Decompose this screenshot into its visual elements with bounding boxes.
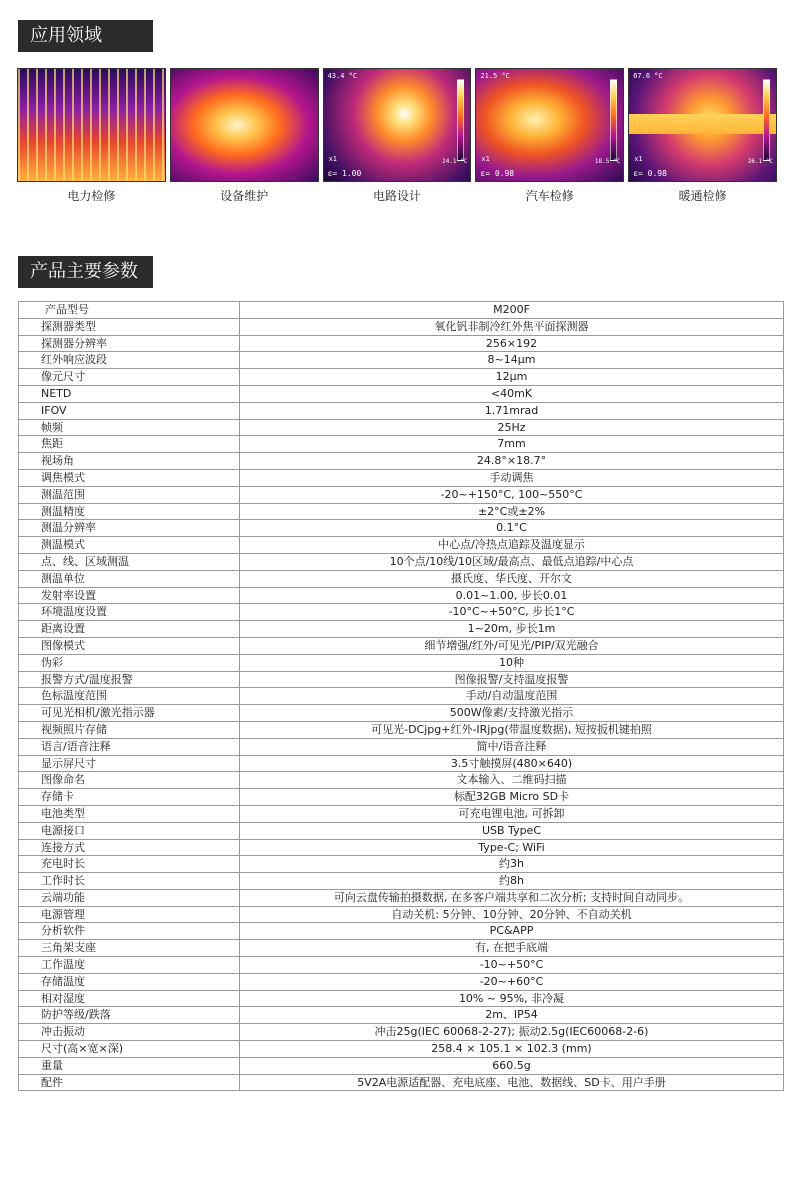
min-temp-readout: 24.1 °C [442,158,468,165]
color-scale-bar [457,79,464,161]
zoom-readout: x1 [328,155,338,163]
spec-value: 自动关机: 5分钟、10分钟、20分钟、不自动关机 [240,906,784,923]
spec-key: 测温范围 [19,486,240,503]
table-row [19,889,784,906]
table-row [19,738,784,755]
spec-key: 产品型号 [19,302,240,319]
spec-key: 图像命名 [19,772,240,789]
spec-value: 可见光-DCjpg+红外-IRjpg(带温度数据), 短按扳机键拍照 [240,721,784,738]
table-row [19,302,784,319]
spec-value: 中心点/冷热点追踪及温度显示 [240,537,784,554]
applications-section-title: 应用领域 [18,20,153,52]
table-row [19,973,784,990]
spec-value: 8~14μm [240,352,784,369]
table-row [19,940,784,957]
max-temp-readout: 67.6 °C [633,72,663,80]
spec-value: 12μm [240,369,784,386]
table-row [19,419,784,436]
spec-value: Type-C; WiFi [240,839,784,856]
thermal-image-automotive [475,68,624,182]
spec-key: 环境温度设置 [19,604,240,621]
emissivity-readout: ε= 0.98 [480,169,515,178]
thermal-image-hvac [628,68,777,182]
color-scale-bar [763,79,770,161]
spec-value: 可向云盘传输拍摄数据, 在多客户端共享和二次分析; 支持时间自动同步。 [240,889,784,906]
table-row [19,537,784,554]
spec-value: 简中/语音注释 [240,738,784,755]
spec-key: 存储温度 [19,973,240,990]
table-row [19,688,784,705]
gallery-captions [17,187,777,204]
spec-key: 工作温度 [19,957,240,974]
caption-equipment: 设备维护 [220,189,269,203]
spec-value: 24.8°×18.7° [240,453,784,470]
spec-value: 约3h [240,856,784,873]
caption-power: 电力检修 [67,189,116,203]
thermal-image-circuit [323,68,472,182]
spec-value: ±2°C或±2% [240,503,784,520]
spec-key: 测温单位 [19,570,240,587]
spec-value: 7mm [240,436,784,453]
table-row [19,990,784,1007]
spec-value: 258.4 × 105.1 × 102.3 (mm) [240,1041,784,1058]
spec-key: 三角架支座 [19,940,240,957]
spec-key: 配件 [19,1074,240,1091]
table-row [19,385,784,402]
table-row [19,1041,784,1058]
spec-key: 分析软件 [19,923,240,940]
caption-circuit: 电路设计 [372,189,421,203]
spec-value: 摄氏度、华氏度、开尔文 [240,570,784,587]
spec-key: 图像模式 [19,637,240,654]
spec-key: 电池类型 [19,805,240,822]
application-gallery [17,68,777,182]
spec-table [18,301,784,1091]
table-row [19,957,784,974]
spec-key: 语言/语音注释 [19,738,240,755]
thermal-image-power [17,68,166,182]
table-row [19,873,784,890]
min-temp-readout: 18.5 °C [594,158,621,165]
spec-value: 10种 [240,654,784,671]
table-row [19,604,784,621]
spec-value: 图像报警/支持温度报警 [240,671,784,688]
spec-value: 约8h [240,873,784,890]
table-row [19,906,784,923]
table-row [19,335,784,352]
spec-key: 存储卡 [19,789,240,806]
table-row [19,453,784,470]
min-temp-readout: 26.1 °C [747,158,773,165]
spec-key: 点、线、区域测温 [19,553,240,570]
table-row [19,789,784,806]
spec-key: NETD [19,385,240,402]
spec-value: 500W像素/支持激光指示 [240,705,784,722]
table-row [19,621,784,638]
spec-key: 相对湿度 [19,990,240,1007]
spec-value: 5V2A电源适配器、充电底座、电池、数据线、SD卡、用户手册 [240,1074,784,1091]
spec-key: 探测器类型 [19,318,240,335]
spec-key: 视频照片存储 [19,721,240,738]
spec-key: 发射率设置 [19,587,240,604]
spec-value: 可充电锂电池, 可拆卸 [240,805,784,822]
table-row [19,839,784,856]
table-row [19,654,784,671]
spec-key: 电源接口 [19,822,240,839]
spec-key: 焦距 [19,436,240,453]
table-row [19,352,784,369]
spec-value: 0.1°C [240,520,784,537]
table-row [19,369,784,386]
table-row [19,637,784,654]
spec-key: 色标温度范围 [19,688,240,705]
spec-key: 连接方式 [19,839,240,856]
spec-key: 可见光相机/激光指示器 [19,705,240,722]
spec-value: 有, 在把手底端 [240,940,784,957]
spec-key: 电源管理 [19,906,240,923]
table-row [19,1007,784,1024]
spec-value: 手动调焦 [240,469,784,486]
spec-key: 帧频 [19,419,240,436]
caption-automotive: 汽车检修 [525,189,574,203]
caption-hvac: 暖通检修 [678,189,727,203]
table-row [19,772,784,789]
zoom-readout: x1 [634,155,643,163]
table-row [19,553,784,570]
spec-key: IFOV [19,402,240,419]
table-row [19,486,784,503]
spec-value: 0.01~1.00, 步长0.01 [240,587,784,604]
table-row [19,923,784,940]
spec-key: 距离设置 [19,621,240,638]
spec-key: 像元尺寸 [19,369,240,386]
spec-value: USB TypeC [240,822,784,839]
table-row [19,570,784,587]
params-section-title: 产品主要参数 [18,256,153,288]
spec-key: 报警方式/温度报警 [19,671,240,688]
spec-key: 充电时长 [19,856,240,873]
spec-value: -20~+150°C, 100~550°C [240,486,784,503]
spec-value: 256×192 [240,335,784,352]
table-row [19,822,784,839]
max-temp-readout: 43.4 °C [327,72,358,80]
max-temp-readout: 21.5 °C [480,72,510,80]
spec-key: 测温分辨率 [19,520,240,537]
table-row [19,587,784,604]
spec-value: 660.5g [240,1057,784,1074]
spec-key: 调焦模式 [19,469,240,486]
spec-key: 红外响应波段 [19,352,240,369]
thermal-image-equipment [170,68,319,182]
spec-key: 工作时长 [19,873,240,890]
table-row [19,503,784,520]
spec-value: <40mK [240,385,784,402]
spec-key: 显示屏尺寸 [19,755,240,772]
table-row [19,856,784,873]
spec-key: 云端功能 [19,889,240,906]
emissivity-readout: ε= 0.98 [633,169,667,178]
spec-key: 测温精度 [19,503,240,520]
spec-key: 探测器分辨率 [19,335,240,352]
spec-value: 文本输入、二维码扫描 [240,772,784,789]
table-row [19,705,784,722]
spec-value: M200F [240,302,784,319]
table-row [19,436,784,453]
table-row [19,469,784,486]
spec-value: 标配32GB Micro SD卡 [240,789,784,806]
spec-key: 防护等级/跌落 [19,1007,240,1024]
spec-value: 3.5寸触摸屏(480×640) [240,755,784,772]
table-row [19,671,784,688]
spec-value: 细节增强/红外/可见光/PIP/双光融合 [240,637,784,654]
spec-key: 重量 [19,1057,240,1074]
spec-value: 25Hz [240,419,784,436]
spec-value: 1~20m, 步长1m [240,621,784,638]
table-row [19,520,784,537]
table-row [19,1024,784,1041]
table-row [19,805,784,822]
color-scale-bar [610,79,617,161]
emissivity-readout: ε= 1.00 [327,169,362,178]
spec-value: 1.71mrad [240,402,784,419]
spec-value: -10°C~+50°C, 步长1°C [240,604,784,621]
spec-value: PC&APP [240,923,784,940]
table-row [19,1057,784,1074]
zoom-readout: x1 [481,155,490,163]
spec-key: 伪彩 [19,654,240,671]
table-row [19,755,784,772]
table-row [19,721,784,738]
spec-key: 冲击振动 [19,1024,240,1041]
spec-value: -10~+50°C [240,957,784,974]
spec-key: 尺寸(高×宽×深) [19,1041,240,1058]
spec-value: 手动/自动温度范围 [240,688,784,705]
table-row [19,402,784,419]
spec-value: -20~+60°C [240,973,784,990]
spec-value: 2m、IP54 [240,1007,784,1024]
table-row [19,1074,784,1091]
spec-key: 视场角 [19,453,240,470]
spec-value: 冲击25g(IEC 60068-2-27); 振动2.5g(IEC60068-2-6) [240,1024,784,1041]
table-row [19,318,784,335]
spec-value: 10个点/10线/10区域/最高点、最低点追踪/中心点 [240,553,784,570]
spec-value: 氧化钒非制冷红外焦平面探测器 [240,318,784,335]
spec-key: 测温模式 [19,537,240,554]
spec-value: 10% ~ 95%, 非冷凝 [240,990,784,1007]
